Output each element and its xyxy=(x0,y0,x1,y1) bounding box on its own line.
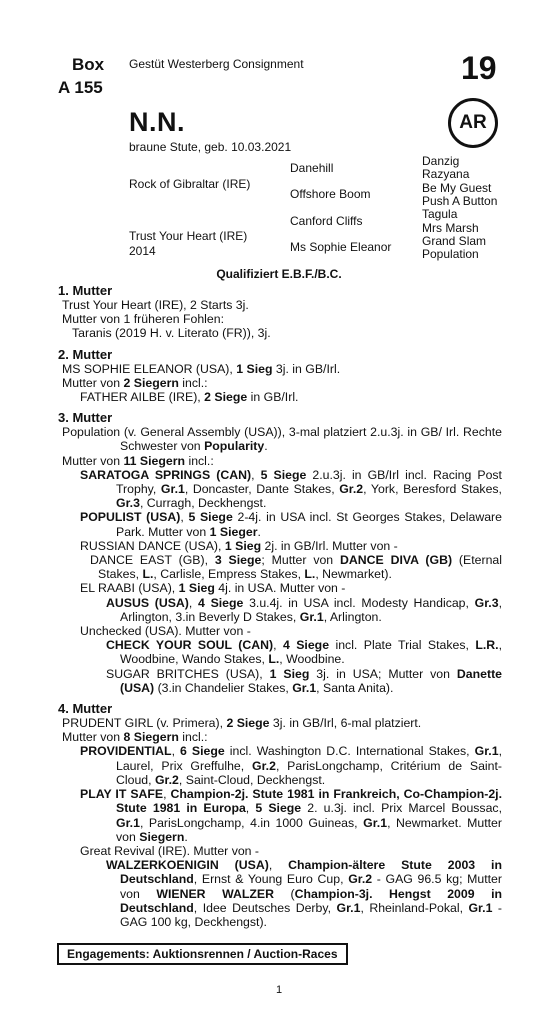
page-number: 1 xyxy=(275,984,283,996)
family-content xyxy=(58,284,502,929)
section-dam-3 xyxy=(58,411,502,695)
produce-entry: Unchecked (USA). Mutter von - xyxy=(80,624,251,639)
pedigree-gen2: Offshore Boom xyxy=(290,187,371,201)
pedigree-gen3: Mrs Marsh xyxy=(422,221,479,235)
pedigree-gen2: Ms Sophie Eleanor xyxy=(290,240,392,254)
produce-entry: SUGAR BRITCHES (USA), 1 Sieg 3j. in USA; Mutter von Danette (USA) (3.in Chandelier Stakes, Gr.1, Santa Anita). xyxy=(106,666,503,695)
dam-line: MS SOPHIE ELEANOR (USA), 1 Sieg 3j. in GB/Irl. xyxy=(62,361,341,376)
produce-line: Mutter von 11 Siegern incl.: xyxy=(62,453,214,468)
pedigree-gen3: Grand Slam xyxy=(422,234,487,248)
produce-entry: DANCE EAST (GB), 3 Siege; Mutter von DANCE DIVA (GB) (Eternal Stakes, L., Carlisle, Empress Stakes, L., Newmarket). xyxy=(90,553,502,582)
engagements-box: Engagements: Auktionsrennen / Auction-Races xyxy=(57,943,348,965)
pedigree-gen2: Canford Cliffs xyxy=(290,214,363,228)
box-label: Box xyxy=(72,55,105,74)
pedigree-gen3: Tagula xyxy=(422,207,458,221)
pedigree-gen3: Danzig xyxy=(422,154,460,168)
qualification: Qualifiziert E.B.F./B.C. xyxy=(216,267,342,281)
produce-entry: SARATOGA SPRINGS (CAN), 5 Siege 2.u.3j. in GB/Irl incl. Racing Post Trophy, Gr.1, Doncaster, Dante Stakes, Gr.2, York, Beresford Stakes, Gr.3, Curragh, Deckhengst. xyxy=(80,467,502,511)
section-dam-4 xyxy=(58,702,502,929)
section-title: 2. Mutter xyxy=(58,346,113,362)
produce-entry: RUSSIAN DANCE (USA), 1 Sieg 2j. in GB/Irl. Mutter von - xyxy=(80,538,398,553)
horse-name: N.N. xyxy=(129,107,185,137)
ar-badge: AR xyxy=(448,98,498,148)
section-dam-2 xyxy=(58,348,502,405)
dam-line: PRUDENT GIRL (v. Primera), 2 Siege 3j. in GB/Irl, 6-mal platziert. xyxy=(62,716,422,731)
horse-description: braune Stute, geb. 10.03.2021 xyxy=(129,140,292,154)
produce-line: Mutter von 1 früheren Fohlen: xyxy=(62,312,224,327)
section-title: 4. Mutter xyxy=(58,701,113,717)
produce-entry: POPULIST (USA), 5 Siege 2-4j. in USA incl. St Georges Stakes, Delaware Park. Mutter von 1 Sieger. xyxy=(80,510,502,539)
produce-entry: PLAY IT SAFE, Champion-2j. Stute 1981 in Frankreich, Co-Champion-2j. Stute 1981 in Europa, 5 Siege 2. u.3j. incl. Prix Marcel Boussac, Gr.1, ParisLongchamp, 4.in 1000 Guineas, Gr.1, Newmarket. Mutter von Siegern. xyxy=(80,787,502,844)
pedigree-gen3: Be My Guest xyxy=(422,181,492,195)
section-title: 1. Mutter xyxy=(58,283,113,298)
dam-line: Trust Your Heart (IRE), 2 Starts 3j. xyxy=(62,298,249,312)
produce-entry: AUSUS (USA), 4 Siege 3.u.4j. in USA incl. Modesty Handicap, Gr.3, Arlington, 3.in Beverly D Stakes, Gr.1, Arlington. xyxy=(106,595,502,624)
produce-entry: Great Revival (IRE). Mutter von - xyxy=(80,843,260,858)
produce-entry: WALZERKOENIGIN (USA), Champion-ältere Stute 2003 in Deutschland, Ernst & Young Euro Cup, Gr.2 - GAG 96.5 kg; Mutter von WIENER WALZER (Champion-3j. Hengst 2009 in Deutschland, Idee Deutsches Derby, Gr.1, Rheinland-Pokal, Gr.1 - GAG 100 kg, Deckhengst). xyxy=(106,858,503,929)
lot-number: 19 xyxy=(461,50,497,86)
pedigree-gen2: Danehill xyxy=(290,161,334,175)
produce-entry: CHECK YOUR SOUL (CAN), 4 Siege incl. Plate Trial Stakes, L.R., Woodbine, Wando Stakes, L., Woodbine. xyxy=(106,638,502,667)
produce-entry: PROVIDENTIAL, 6 Siege incl. Washington D.C. International Stakes, Gr.1, Laurel, Prix Greffulhe, Gr.2, ParisLongchamp, Critérium de Saint-Cloud, Gr.2, Saint-Cloud, Deckhengst. xyxy=(80,744,502,787)
pedigree-sire: Rock of Gibraltar (IRE) xyxy=(129,177,251,191)
produce-entry: FATHER AILBE (IRE), 2 Siege in GB/Irl. xyxy=(80,390,299,405)
pedigree-dam-year: 2014 xyxy=(129,244,156,258)
consignor: Gestüt Westerberg Consignment xyxy=(129,57,304,71)
produce-line: Mutter von 2 Siegern incl.: xyxy=(62,375,208,390)
produce-line: Mutter von 8 Siegern incl.: xyxy=(62,730,208,745)
box-number: A 155 xyxy=(58,78,103,97)
produce-entry: EL RAABI (USA), 1 Sieg 4j. in USA. Mutter von - xyxy=(80,581,346,596)
pedigree-gen3: Push A Button xyxy=(422,194,498,208)
pedigree-gen3: Razyana xyxy=(422,167,470,181)
pedigree-gen3: Population xyxy=(422,247,479,261)
section-title: 3. Mutter xyxy=(58,410,113,426)
section-dam-1 xyxy=(58,284,502,341)
produce-entry: Taranis (2019 H. v. Literato (FR)), 3j. xyxy=(72,326,271,341)
dam-line: Population (v. General Assembly (USA)), 3-mal platziert 2.u.3j. in GB/ Irl. Rechte Schwester von Popularity. xyxy=(62,425,502,454)
pedigree-dam: Trust Your Heart (IRE) xyxy=(129,229,248,243)
